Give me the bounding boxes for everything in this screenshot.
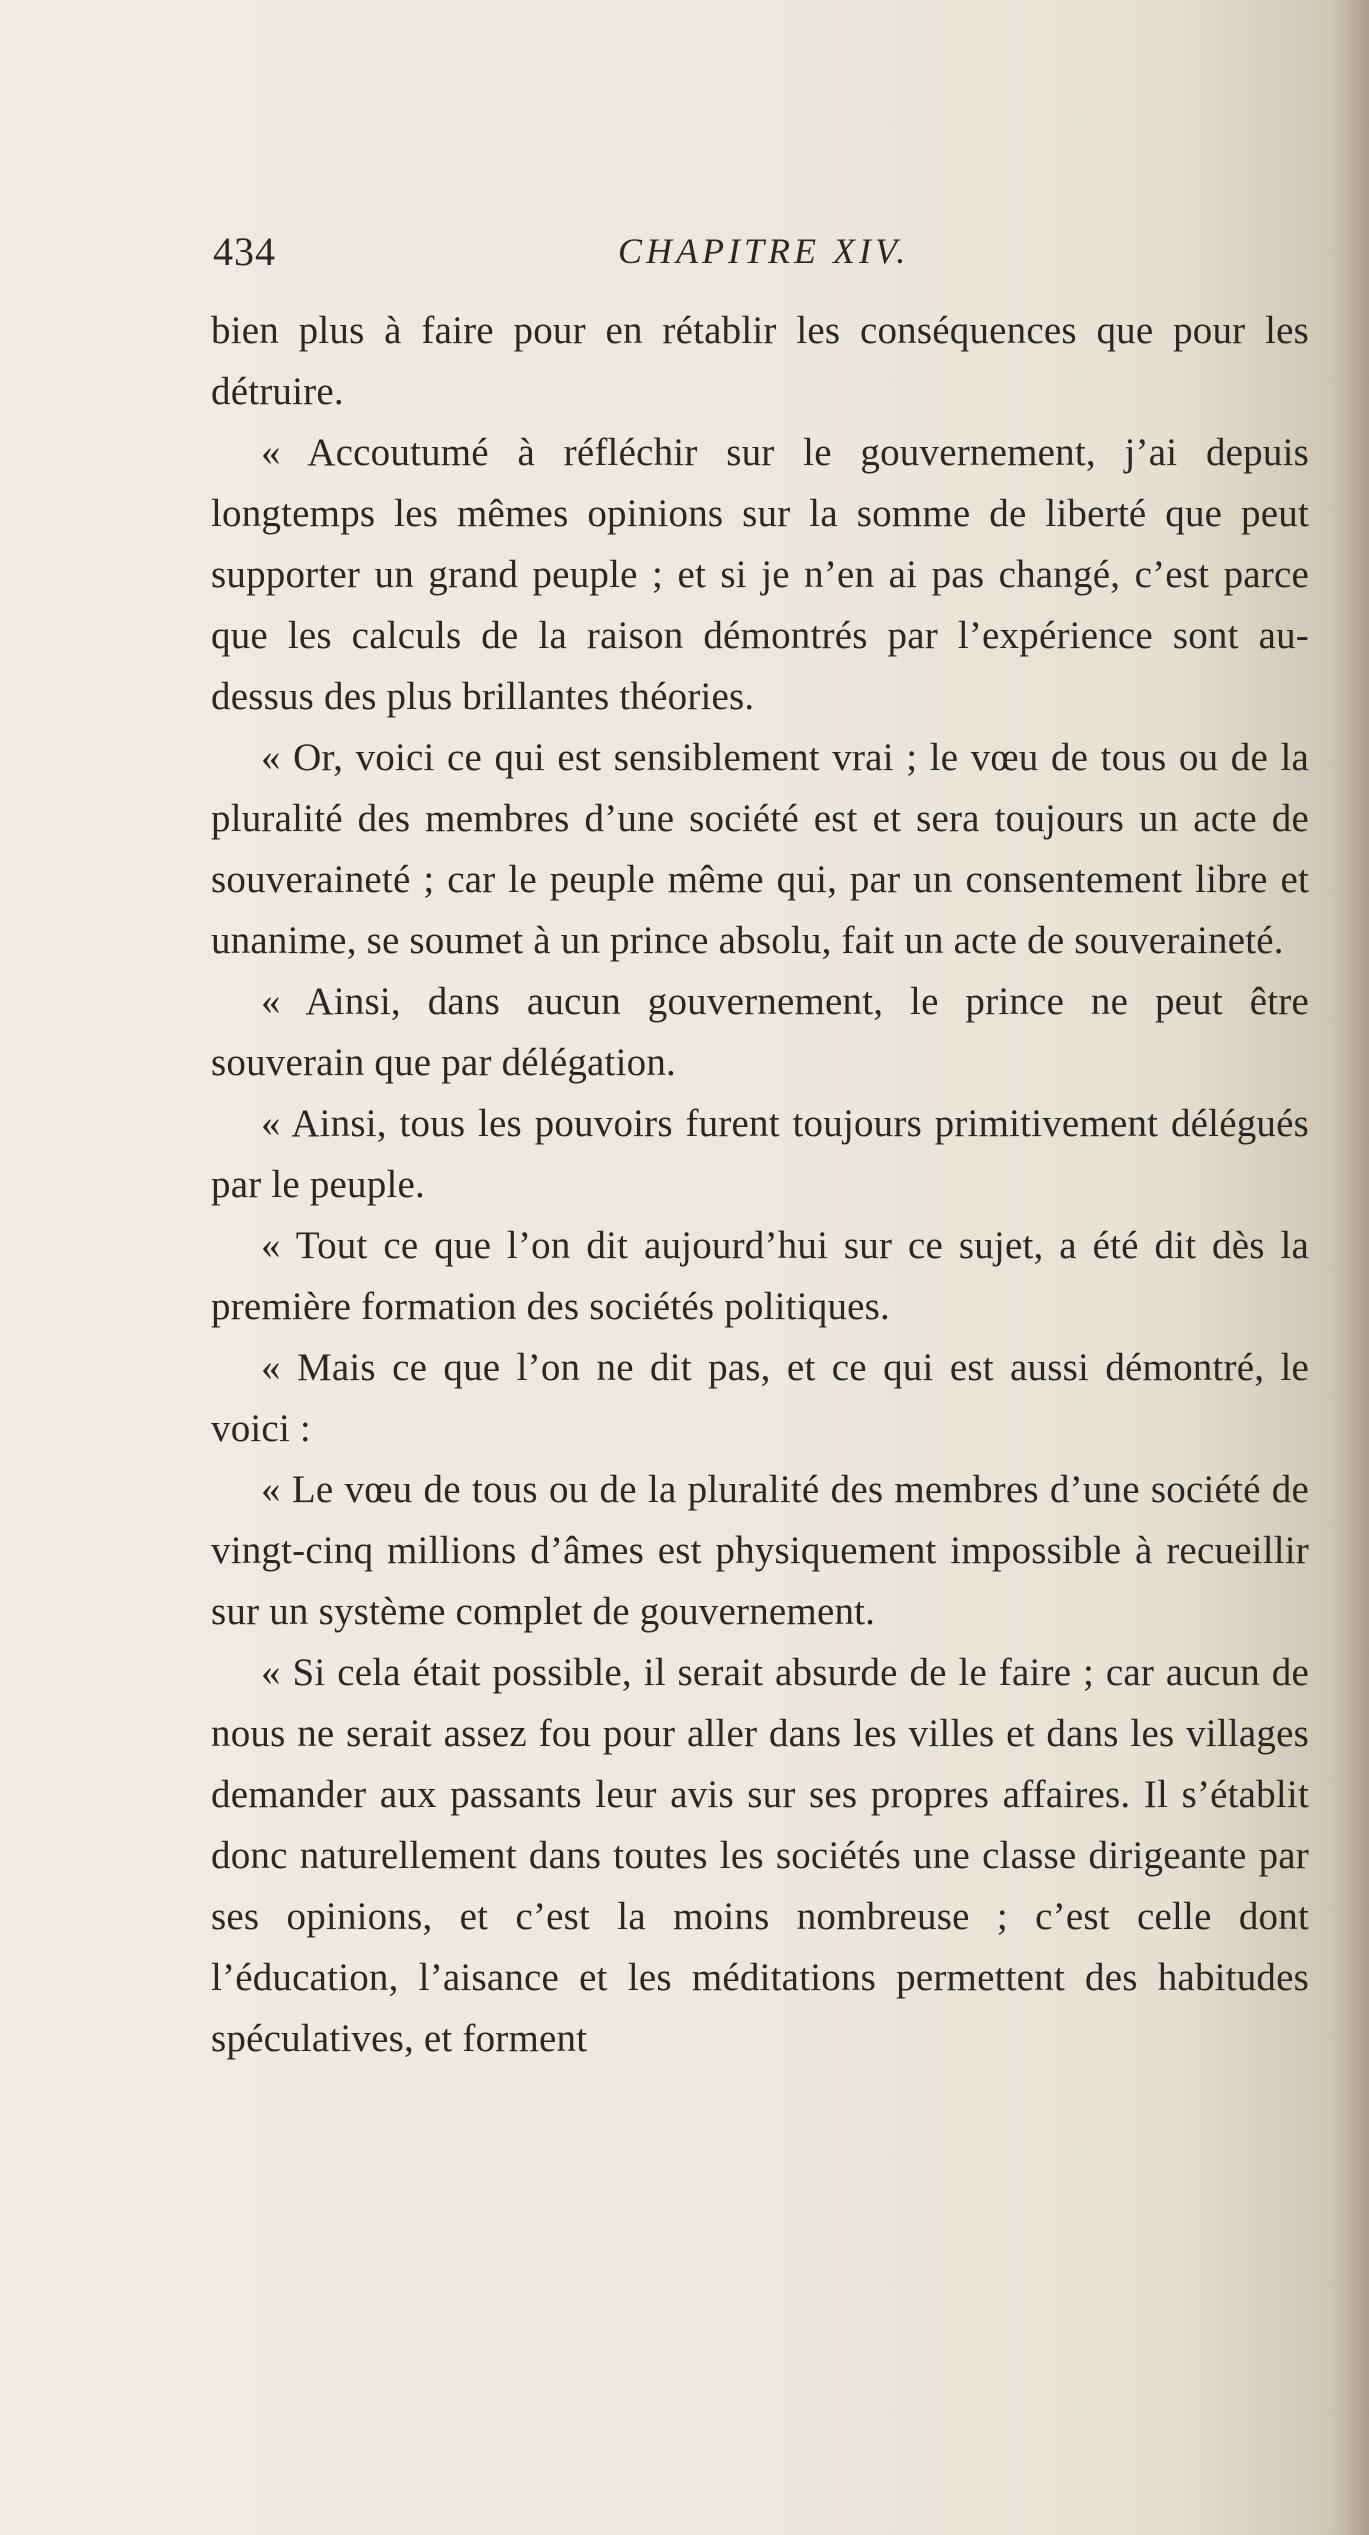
paragraph: « Mais ce que l’on ne dit pas, et ce qui est aussi démontré, le voici : — [211, 1346, 1309, 1450]
paragraph-continued: bien plus à faire pour en rétablir les conséquences que pour les détruire. — [211, 309, 1309, 413]
chapter-title: CHAPITRE XIV. — [618, 231, 910, 271]
paragraph: « Accoutumé à réfléchir sur le gouvernement, j’ai depuis longtemps les mêmes opinions sur la somme de liberté que peut supporter un grand peuple ; et si je n’en ai pas changé, c’est parce que les calculs de la raison démontrés par l’expérience sont au-dessus des plus brillantes théories. — [211, 431, 1309, 718]
paragraph: « Ainsi, dans aucun gouvernement, le prince ne peut être souverain que par délégation. — [211, 980, 1309, 1084]
paragraph: « Tout ce que l’on dit aujourd’hui sur ce sujet, a été dit dès la première formation des sociétés politiques. — [211, 1224, 1309, 1328]
page-number: 434 — [213, 229, 276, 274]
running-head — [213, 228, 1293, 278]
paragraph: « Or, voici ce qui est sensiblement vrai ; le vœu de tous ou de la pluralité des membres d’une société est et sera toujours un acte de souveraineté ; car le peuple même qui, par un consentement libre et unanime, se soumet à un prince absolu, fait un acte de souveraineté. — [211, 736, 1309, 962]
paragraph: « Le vœu de tous ou de la pluralité des membres d’une société de vingt-cinq millions d’âmes est physiquement impossible à recueillir sur un système complet de gouvernement. — [211, 1468, 1309, 1633]
text-body — [211, 300, 1309, 2069]
paragraph: « Si cela était possible, il serait absurde de le faire ; car aucun de nous ne serait assez fou pour aller dans les villes et dans les villages demander aux passants leur avis sur ses propres affaires. Il s’établit donc naturellement dans toutes les sociétés une classe dirigeante par ses opinions, et c’est la moins nombreuse ; c’est celle dont l’éducation, l’aisance et les méditations permettent des habitudes spéculatives, et forment — [211, 1651, 1309, 2060]
page-edge-shadow — [1341, 0, 1369, 2535]
paragraph: « Ainsi, tous les pouvoirs furent toujours primitivement délégués par le peuple. — [211, 1102, 1309, 1206]
